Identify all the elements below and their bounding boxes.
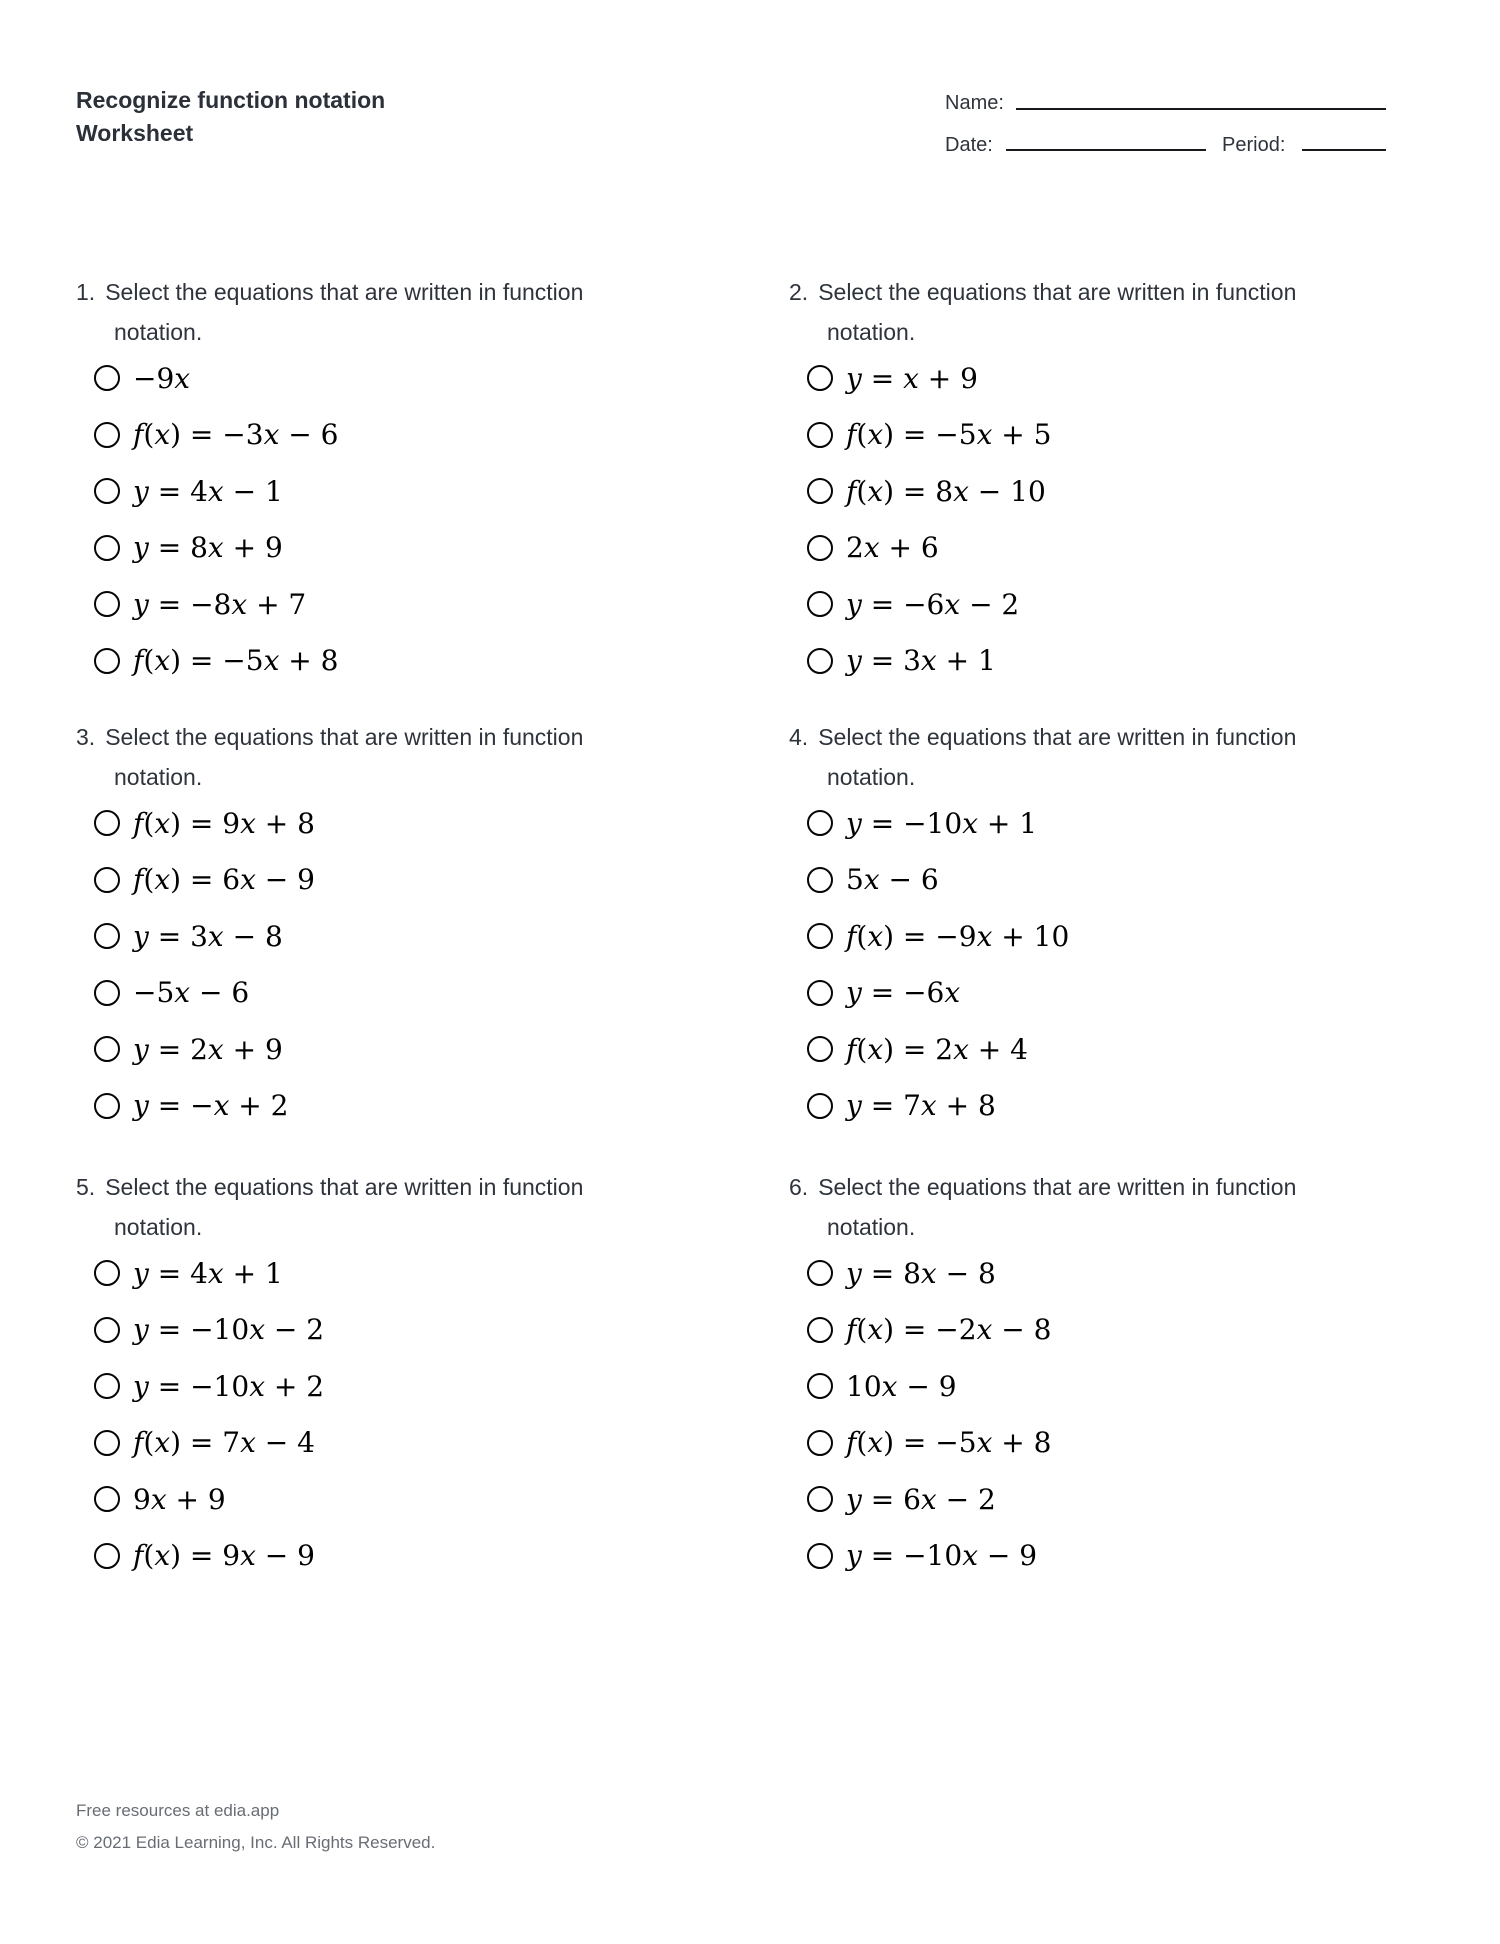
equation-text: 2x + 6 — [846, 531, 939, 565]
question-block-5 — [76, 1167, 736, 1584]
question-number: 6. — [789, 1174, 809, 1200]
radio-button-icon[interactable] — [94, 365, 120, 391]
radio-button-icon[interactable] — [94, 810, 120, 836]
answer-option[interactable] — [789, 463, 1449, 520]
footer-resources-text: Free resources at edia.app — [76, 1801, 280, 1820]
question-prompt-line1: Select the equations that are written in function — [105, 1174, 584, 1200]
equation-text: y = −6x — [846, 976, 961, 1010]
question-prompt-line2: notation. — [114, 319, 203, 345]
radio-button-icon[interactable] — [94, 1093, 120, 1119]
answer-option[interactable] — [76, 908, 736, 965]
equation-text: y = −8x + 7 — [133, 587, 307, 621]
question-prompt — [76, 717, 736, 797]
equation-text: y = 4x − 1 — [133, 474, 283, 508]
radio-button-icon[interactable] — [94, 478, 120, 504]
equation-text: y = 7x + 8 — [846, 1089, 996, 1123]
question-prompt-line1: Select the equations that are written in function — [818, 724, 1297, 750]
equation-text: y = 3x − 8 — [133, 919, 283, 953]
radio-button-icon[interactable] — [94, 1543, 120, 1569]
radio-button-icon[interactable] — [807, 1373, 833, 1399]
answer-options — [76, 1245, 736, 1584]
equation-text: f(x) = −5x + 8 — [133, 644, 339, 678]
question-number: 1. — [76, 279, 96, 305]
footer-copyright-text: © 2021 Edia Learning, Inc. All Rights Reserved. — [76, 1833, 436, 1852]
question-prompt-line2: notation. — [827, 764, 916, 790]
question-block-2 — [789, 272, 1449, 689]
answer-option[interactable] — [76, 463, 736, 520]
equation-text: 10x − 9 — [846, 1369, 957, 1403]
radio-button-icon[interactable] — [94, 1486, 120, 1512]
answer-option[interactable] — [76, 1078, 736, 1135]
equation-text: 9x + 9 — [133, 1482, 226, 1516]
question-number: 3. — [76, 724, 96, 750]
radio-button-icon[interactable] — [807, 591, 833, 617]
radio-button-icon[interactable] — [807, 478, 833, 504]
radio-button-icon[interactable] — [807, 648, 833, 674]
radio-button-icon[interactable] — [807, 1317, 833, 1343]
equation-text: f(x) = 8x − 10 — [846, 474, 1046, 508]
worksheet-title — [76, 84, 385, 150]
answer-option[interactable] — [789, 795, 1449, 852]
equation-text: y = −10x + 2 — [133, 1369, 325, 1403]
equation-text: f(x) = −3x − 6 — [133, 418, 339, 452]
answer-option[interactable] — [76, 1471, 736, 1528]
answer-option[interactable] — [76, 1245, 736, 1302]
question-block-4 — [789, 717, 1449, 1134]
answer-option[interactable] — [789, 852, 1449, 909]
equation-text: y = 6x − 2 — [846, 1482, 996, 1516]
question-number: 4. — [789, 724, 809, 750]
answer-option[interactable] — [76, 1528, 736, 1585]
radio-button-icon[interactable] — [94, 1317, 120, 1343]
equation-text: f(x) = −9x + 10 — [846, 919, 1070, 953]
equation-text: y = 4x + 1 — [133, 1256, 283, 1290]
radio-button-icon[interactable] — [807, 1430, 833, 1456]
question-prompt-line1: Select the equations that are written in function — [818, 1174, 1297, 1200]
question-prompt-line1: Select the equations that are written in function — [818, 279, 1297, 305]
answer-options — [789, 795, 1449, 1134]
answer-option[interactable] — [789, 407, 1449, 464]
radio-button-icon[interactable] — [94, 1430, 120, 1456]
equation-text: −9x — [133, 361, 191, 395]
question-prompt-line1: Select the equations that are written in function — [105, 279, 584, 305]
radio-button-icon[interactable] — [807, 1093, 833, 1119]
equation-text: y = −10x − 9 — [846, 1539, 1038, 1573]
radio-button-icon[interactable] — [94, 1373, 120, 1399]
equation-text: f(x) = −5x + 5 — [846, 418, 1052, 452]
answer-option[interactable] — [789, 908, 1449, 965]
radio-button-icon[interactable] — [94, 1036, 120, 1062]
question-number: 5. — [76, 1174, 96, 1200]
radio-button-icon[interactable] — [807, 810, 833, 836]
equation-text: f(x) = 6x − 9 — [133, 863, 315, 897]
answer-option[interactable] — [76, 965, 736, 1022]
answer-option[interactable] — [76, 520, 736, 577]
radio-button-icon[interactable] — [807, 422, 833, 448]
question-prompt — [76, 1167, 736, 1247]
answer-option[interactable] — [76, 1358, 736, 1415]
equation-text: y = x + 9 — [846, 361, 978, 395]
radio-button-icon[interactable] — [94, 923, 120, 949]
radio-button-icon[interactable] — [94, 648, 120, 674]
radio-button-icon[interactable] — [94, 422, 120, 448]
question-prompt — [76, 272, 736, 352]
answer-option[interactable] — [789, 1302, 1449, 1359]
answer-option[interactable] — [76, 633, 736, 690]
radio-button-icon[interactable] — [807, 923, 833, 949]
radio-button-icon[interactable] — [807, 1543, 833, 1569]
answer-option[interactable] — [76, 1302, 736, 1359]
equation-text: y = −6x − 2 — [846, 587, 1020, 621]
question-prompt-line1: Select the equations that are written in function — [105, 724, 584, 750]
page-footer — [76, 1795, 435, 1859]
question-prompt — [789, 717, 1449, 797]
equation-text: y = 8x − 8 — [846, 1256, 996, 1290]
answer-options — [789, 1245, 1449, 1584]
equation-text: y = 2x + 9 — [133, 1032, 283, 1066]
answer-option[interactable] — [76, 1415, 736, 1472]
question-prompt — [789, 1167, 1449, 1247]
answer-option[interactable] — [789, 1021, 1449, 1078]
equation-text: y = −10x + 1 — [846, 806, 1038, 840]
question-prompt — [789, 272, 1449, 352]
period-label: Period: — [1222, 134, 1286, 156]
radio-button-icon[interactable] — [807, 365, 833, 391]
radio-button-icon[interactable] — [807, 1260, 833, 1286]
answer-option[interactable] — [76, 1021, 736, 1078]
question-prompt-line2: notation. — [114, 764, 203, 790]
answer-option[interactable] — [76, 795, 736, 852]
question-prompt-line2: notation. — [827, 319, 916, 345]
answer-option[interactable] — [789, 965, 1449, 1022]
date-label: Date: — [945, 134, 993, 156]
question-number: 2. — [789, 279, 809, 305]
question-block-6 — [789, 1167, 1449, 1584]
answer-option[interactable] — [789, 350, 1449, 407]
date-field-line — [1006, 149, 1206, 151]
equation-text: f(x) = 9x − 9 — [133, 1539, 315, 1573]
answer-option[interactable] — [789, 1528, 1449, 1585]
answer-option[interactable] — [789, 1358, 1449, 1415]
answer-option[interactable] — [789, 1471, 1449, 1528]
equation-text: −5x − 6 — [133, 976, 250, 1010]
answer-options — [76, 795, 736, 1134]
radio-button-icon[interactable] — [807, 1486, 833, 1512]
answer-option[interactable] — [76, 350, 736, 407]
answer-option[interactable] — [789, 633, 1449, 690]
question-prompt-line2: notation. — [827, 1214, 916, 1240]
name-field-line — [1016, 108, 1386, 110]
answer-option[interactable] — [789, 1078, 1449, 1135]
answer-option[interactable] — [76, 407, 736, 464]
question-prompt-line2: notation. — [114, 1214, 203, 1240]
radio-button-icon[interactable] — [94, 1260, 120, 1286]
question-block-3 — [76, 717, 736, 1134]
radio-button-icon[interactable] — [807, 535, 833, 561]
answer-option[interactable] — [789, 576, 1449, 633]
answer-option[interactable] — [789, 1415, 1449, 1472]
equation-text: y = 8x + 9 — [133, 531, 283, 565]
worksheet-title-line1: Recognize function notation — [76, 87, 386, 113]
equation-text: f(x) = −2x − 8 — [846, 1313, 1052, 1347]
period-field-line — [1302, 149, 1386, 151]
name-label: Name: — [945, 92, 1004, 114]
equation-text: f(x) = 9x + 8 — [133, 806, 315, 840]
equation-text: y = −x + 2 — [133, 1089, 289, 1123]
radio-button-icon[interactable] — [807, 1036, 833, 1062]
equation-text: y = −10x − 2 — [133, 1313, 325, 1347]
answer-options — [789, 350, 1449, 689]
radio-button-icon[interactable] — [807, 867, 833, 893]
equation-text: f(x) = 2x + 4 — [846, 1032, 1028, 1066]
equation-text: 5x − 6 — [846, 863, 939, 897]
radio-button-icon[interactable] — [94, 591, 120, 617]
equation-text: f(x) = 7x − 4 — [133, 1426, 315, 1460]
equation-text: y = 3x + 1 — [846, 644, 996, 678]
answer-option[interactable] — [789, 520, 1449, 577]
radio-button-icon[interactable] — [94, 867, 120, 893]
answer-option[interactable] — [76, 852, 736, 909]
question-block-1 — [76, 272, 736, 689]
equation-text: f(x) = −5x + 8 — [846, 1426, 1052, 1460]
worksheet-title-line2: Worksheet — [76, 120, 194, 146]
radio-button-icon[interactable] — [94, 980, 120, 1006]
radio-button-icon[interactable] — [807, 980, 833, 1006]
answer-option[interactable] — [76, 576, 736, 633]
radio-button-icon[interactable] — [94, 535, 120, 561]
answer-option[interactable] — [789, 1245, 1449, 1302]
answer-options — [76, 350, 736, 689]
